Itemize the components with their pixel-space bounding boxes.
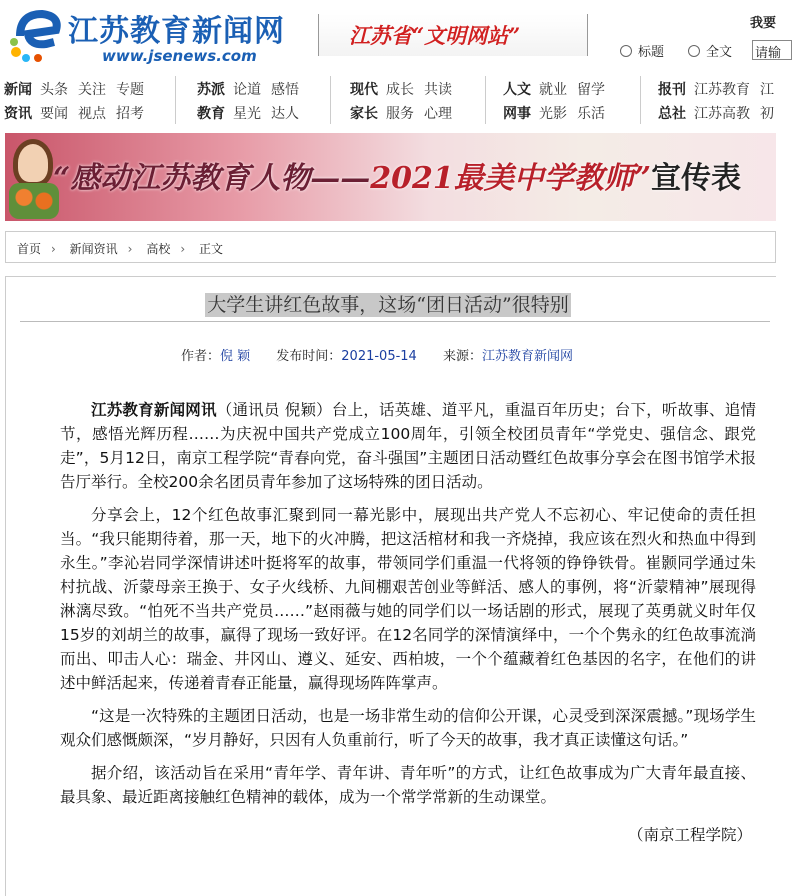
nav-link[interactable]: 达人 bbox=[271, 106, 299, 122]
nav-link[interactable]: 关注 bbox=[78, 82, 106, 98]
author-value: 倪 颖 bbox=[219, 349, 251, 364]
nav-link[interactable]: 初 bbox=[760, 106, 774, 122]
nav-link[interactable]: 服务 bbox=[386, 106, 414, 122]
breadcrumb-current: 正文 bbox=[198, 242, 223, 256]
nav-group-press bbox=[658, 78, 784, 126]
paragraph: 据介绍，该活动旨在采用“青年学、青年讲、青年听”的方式，让红色故事成为广大青年最直接、最具象、最近距离接触红色精神的载体，成为一个常学常新的生动课堂。 bbox=[60, 764, 756, 806]
breadcrumb-home[interactable]: 首页 bbox=[17, 242, 42, 256]
option-label: 标题 bbox=[638, 45, 665, 60]
flowers-illustration bbox=[9, 183, 59, 219]
civil-website-badge bbox=[318, 14, 588, 56]
nav-link[interactable]: 江苏高教 bbox=[694, 106, 750, 122]
nav-divider bbox=[640, 76, 641, 124]
banner-text-2: 2021最美中学教师” bbox=[370, 161, 652, 196]
chevron-right-icon: › bbox=[127, 242, 133, 256]
author-label: 作者： bbox=[180, 349, 220, 364]
site-name: 江苏教育新闻网 bbox=[68, 14, 285, 49]
nav-link[interactable]: 招考 bbox=[116, 106, 144, 122]
nav-head[interactable]: 总社 bbox=[658, 106, 686, 122]
radio-icon[interactable] bbox=[620, 45, 632, 57]
article-meta bbox=[0, 345, 776, 364]
article-body bbox=[60, 398, 756, 856]
nav-link[interactable]: 江 bbox=[760, 82, 774, 98]
nav-link[interactable]: 专题 bbox=[116, 82, 144, 98]
lead-text: 江苏教育新闻网讯 bbox=[91, 401, 217, 419]
nav-link[interactable]: 就业 bbox=[539, 82, 567, 98]
promo-banner[interactable] bbox=[5, 133, 776, 221]
nav-link[interactable]: 光影 bbox=[539, 106, 567, 122]
nav-link[interactable]: 留学 bbox=[577, 82, 605, 98]
nav-link[interactable]: 要闻 bbox=[40, 106, 68, 122]
nav-link[interactable]: 心理 bbox=[424, 106, 452, 122]
nav-head[interactable]: 新闻 bbox=[4, 82, 32, 98]
paragraph: 分享会上，12个红色故事汇聚到同一幕光影中，展现出共产党人不忘初心、牢记使命的责任担当。“我只能期待着，那一天，地下的火冲腾，把这活棺材和我一齐烧掉，我应该在烈火和热血中得到永生。”李沁岩同学深情讲述叶挺将军的故事，带领同学们重温一代将领的铮铮铁骨。崔颢同学通过朱村抗战、沂蒙母亲王换于、女子火线桥、九间棚艰苦创业等鲜活、感人的事例，将“沂蒙精神”展现得淋漓尽致。“怕死不当共产党员……”赵雨薇与她的同学们以一场话剧的形式，展现了英勇就义时年仅15岁的刘胡兰的故事，赢得了现场一致好评。在12名同学的深情演绎中，一个个隽永的红色故事流淌而出、叩击人心：瑞金、井冈山、遵义、延安、西柏坡，一个个蕴藏着红色基因的名字，在他们的讲述中鲜活起来，传递着青春正能量，赢得现场阵阵掌声。 bbox=[60, 506, 756, 692]
nav-divider bbox=[175, 76, 176, 124]
date-label: 发布时间： bbox=[276, 349, 342, 364]
nav-link[interactable]: 成长 bbox=[386, 82, 414, 98]
nav-head[interactable]: 人文 bbox=[503, 82, 531, 98]
nav-head[interactable]: 现代 bbox=[350, 82, 378, 98]
logo-e-icon bbox=[6, 6, 64, 62]
nav-head[interactable]: 苏派 bbox=[197, 82, 225, 98]
source-label: 来源： bbox=[442, 349, 482, 364]
nav-group-news bbox=[4, 78, 154, 126]
breadcrumb-university[interactable]: 高校 bbox=[146, 242, 171, 256]
nav-link[interactable]: 视点 bbox=[78, 106, 106, 122]
nav-link[interactable]: 乐活 bbox=[577, 106, 605, 122]
nav-head[interactable]: 教育 bbox=[197, 106, 225, 122]
paragraph bbox=[60, 398, 756, 494]
breadcrumb bbox=[5, 231, 776, 263]
nav-link[interactable]: 头条 bbox=[40, 82, 68, 98]
option-label: 全文 bbox=[706, 45, 733, 60]
search-title: 我要 bbox=[750, 16, 777, 31]
site-url: www.jsenews.com bbox=[102, 47, 257, 65]
chevron-right-icon: › bbox=[51, 242, 56, 256]
nav-link[interactable]: 江苏教育 bbox=[694, 82, 750, 98]
title-divider bbox=[20, 321, 770, 322]
search-input[interactable]: 请输 bbox=[752, 40, 792, 60]
nav-link[interactable]: 共读 bbox=[424, 82, 452, 98]
civil-badge-text: 江苏省“文明网站” bbox=[349, 23, 521, 48]
article-title-text: 大学生讲红色故事，这场“团日活动”很特别 bbox=[207, 294, 569, 316]
nav-group-supai bbox=[197, 78, 309, 126]
radio-icon[interactable] bbox=[688, 45, 700, 57]
nav-head[interactable]: 家长 bbox=[350, 106, 378, 122]
nav-divider bbox=[330, 76, 331, 124]
banner-text-3: 宣传表 bbox=[651, 161, 742, 196]
teacher-illustration bbox=[13, 139, 53, 187]
paragraph-text: （通讯员 倪颖）台上，话英雄、道平凡，重温百年历史；台下，听故事、追情节，感悟光辉历程……为庆祝中国共产党成立100周年，引领全校团员青年“学党史、强信念、跟党走”，5月12日，南京工程学院“青春向党，奋斗强国”主题团日活动暨红色故事分享会在图书馆学术报告厅举行。全校200余名团员青年参加了这场特殊的团日活动。 bbox=[60, 401, 756, 491]
article-signature: （南京工程学院） bbox=[627, 826, 752, 844]
nav-head[interactable]: 网事 bbox=[503, 106, 531, 122]
nav-divider bbox=[485, 76, 486, 124]
chevron-right-icon: › bbox=[180, 242, 186, 256]
article-title bbox=[0, 290, 776, 317]
search-option-fulltext[interactable] bbox=[688, 41, 732, 60]
source-value[interactable]: 江苏教育新闻网 bbox=[482, 349, 574, 364]
nav-head[interactable]: 报刊 bbox=[658, 82, 686, 98]
search-option-title[interactable] bbox=[620, 41, 664, 60]
nav-link[interactable]: 感悟 bbox=[271, 82, 299, 98]
nav-link[interactable]: 论道 bbox=[233, 82, 261, 98]
breadcrumb-news[interactable]: 新闻资讯 bbox=[69, 242, 118, 256]
nav-group-modern bbox=[350, 78, 462, 126]
paragraph: “这是一次特殊的主题团日活动，也是一场非常生动的信仰公开课，心灵受到深深震撼。”现场学生观众们感慨颇深，“岁月静好，只因有人负重前行，听了今天的故事，我才真正读懂这句话。” bbox=[60, 707, 756, 749]
site-logo[interactable] bbox=[6, 4, 306, 66]
banner-text bbox=[53, 153, 741, 197]
nav-group-culture bbox=[503, 78, 615, 126]
nav-link[interactable]: 星光 bbox=[233, 106, 261, 122]
nav-head[interactable]: 资讯 bbox=[4, 106, 32, 122]
banner-text-1: “感动江苏教育人物—— bbox=[53, 161, 371, 196]
date-value: 2021-05-14 bbox=[341, 349, 417, 364]
